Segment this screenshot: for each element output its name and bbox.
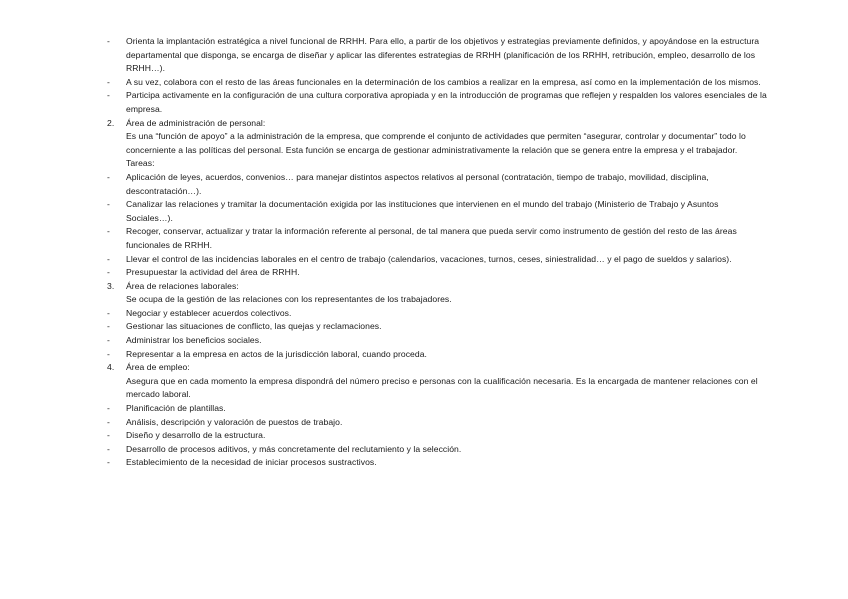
- bullet-dash: -: [107, 321, 110, 332]
- bullet-dash: -: [107, 76, 110, 87]
- list-item-text: Establecimiento de la necesidad de iniciar procesos sustractivos.: [126, 457, 377, 468]
- list-item-text: Planificación de plantillas.: [126, 403, 226, 414]
- list-item: [107, 416, 767, 430]
- bullet-dash: -: [107, 226, 110, 237]
- section-title: Área de administración de personal:: [126, 117, 266, 128]
- bullet-dash: -: [107, 171, 110, 182]
- bullet-dash: -: [107, 267, 110, 278]
- bullet-dash: -: [107, 443, 110, 454]
- list-item: [107, 348, 767, 362]
- list-item: [107, 76, 767, 90]
- list-item-text: Negociar y establecer acuerdos colectivos.: [126, 307, 292, 318]
- list-item-text: Recoger, conservar, actualizar y tratar la información referente al personal, de tal manera que pueda servir como instrumento de gestión del resto de las áreas funcionales de RRHH.: [126, 226, 737, 250]
- bullet-dash: -: [107, 36, 110, 46]
- bullet-dash: -: [107, 307, 110, 318]
- list-item: [107, 253, 767, 267]
- bullet-dash: -: [107, 403, 110, 414]
- document-body: [107, 35, 767, 470]
- list-item: [107, 307, 767, 321]
- list-item-text: Gestionar las situaciones de conflicto, las quejas y reclamaciones.: [126, 321, 382, 332]
- list-item-text: Análisis, descripción y valoración de puestos de trabajo.: [126, 416, 343, 427]
- bullet-dash: -: [107, 348, 110, 359]
- bullet-dash: -: [107, 416, 110, 427]
- section-number: 4.: [107, 362, 115, 373]
- section-title: Área de relaciones laborales:: [126, 280, 239, 291]
- list-item-text: Canalizar las relaciones y tramitar la documentación exigida por las instituciones que intervienen en el mundo del trabajo (Ministerio de Trabajo y Asuntos Sociales…).: [126, 199, 719, 223]
- body-paragraph: Asegura que en cada momento la empresa dispondrá del número preciso e personas con la cualificación necesaria. Es la encargada de mantener relaciones con el mercado laboral.: [126, 375, 758, 400]
- list-item-text: Participa activamente en la configuración de una cultura corporativa apropiada y en la introducción de programas que reflejen y respalden los valores esenciales de la empresa.: [126, 90, 767, 114]
- list-item: [107, 429, 767, 443]
- section-number: 3.: [107, 280, 115, 291]
- list-item: [107, 334, 767, 348]
- bullet-dash: -: [107, 199, 110, 210]
- list-item: [107, 225, 767, 252]
- bullet-dash: -: [107, 335, 110, 346]
- section-number: 2.: [107, 117, 115, 128]
- section-title: Área de empleo:: [126, 362, 190, 373]
- list-item: [107, 89, 767, 116]
- list-item: [107, 456, 767, 470]
- list-item: [107, 198, 767, 225]
- bullet-dash: -: [107, 430, 110, 441]
- section-heading: [107, 361, 767, 375]
- list-item-text: A su vez, colabora con el resto de las áreas funcionales en la determinación de los cambios a realizar en la empresa, así como en la implementación de los mismos.: [126, 76, 761, 87]
- list-item-text: Administrar los beneficios sociales.: [126, 335, 262, 346]
- list-item: [107, 171, 767, 198]
- section-heading: [107, 280, 767, 294]
- list-item: [107, 320, 767, 334]
- list-item-text: Orienta la implantación estratégica a nivel funcional de RRHH. Para ello, a partir de los objetivos y estrategias previamente definidos, y apoyándose en la estructura departamental que disponga, se encarga de diseñar y aplicar las diferentes estrategias de RRHH (planificación de los RRHH, retribución, empleo, desarrollo de los RRHH…).: [126, 36, 760, 74]
- list-item: [107, 266, 767, 280]
- list-item-text: Presupuestar la actividad del área de RRHH.: [126, 267, 300, 278]
- list-item-text: Representar a la empresa en actos de la jurisdicción laboral, cuando proceda.: [126, 348, 427, 359]
- bullet-dash: -: [107, 253, 110, 264]
- list-item: [107, 443, 767, 457]
- list-item-text: Diseño y desarrollo de la estructura.: [126, 430, 266, 441]
- list-item-text: Aplicación de leyes, acuerdos, convenios… para manejar distintos aspectos relativos al personal (contratación, tiempo de trabajo, movilidad, disciplina, descontratación…).: [126, 171, 709, 196]
- list-item: [107, 402, 767, 416]
- bullet-dash: -: [107, 90, 110, 101]
- section-heading: [107, 117, 767, 131]
- list-item-text: Llevar el control de las incidencias laborales en el centro de trabajo (calendarios, vacaciones, turnos, ceses, siniestralidad… y el pago de sueldos y salarios).: [126, 253, 732, 264]
- body-paragraph: Es una “función de apoyo” a la administración de la empresa, que comprende el conjunto de actividades que permiten “asegurar, controlar y documentar” todo lo concerniente a las políticas del personal. Esta función se encarga de gestionar administrativamente la relación que se genera entre la empresa y el trabajador. Tareas:: [126, 131, 746, 169]
- list-item-text: Desarrollo de procesos aditivos, y más concretamente del reclutamiento y la selección.: [126, 443, 462, 454]
- bullet-dash: -: [107, 457, 110, 468]
- body-paragraph: Se ocupa de la gestión de las relaciones con los representantes de los trabajadores.: [126, 294, 452, 305]
- list-item: [107, 35, 767, 76]
